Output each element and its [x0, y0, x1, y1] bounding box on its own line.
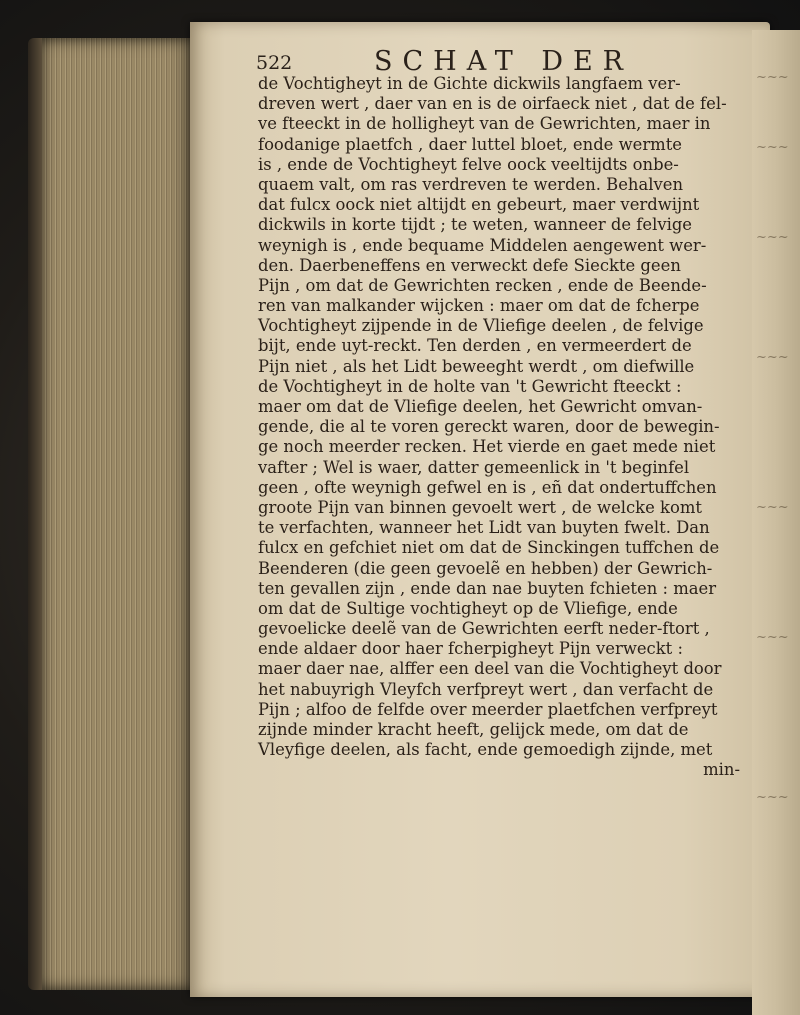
text-line: maer om dat de Vliefige deelen, het Gewricht omvan-	[258, 397, 703, 416]
text-line: om dat de Sultige vochtigheyt op de Vliefige, ende	[258, 598, 678, 618]
text-line: de Vochtigheyt in de Gichte dickwils langfaem ver-	[258, 74, 681, 93]
text-line: ve fteeckt in de holligheyt van de Gewrichten, maer in	[258, 114, 711, 134]
text-line: Beenderen (die geen gevoelẽ en hebben) der Gewrich-	[258, 558, 713, 578]
text-line: dickwils in korte tijdt ; te weten, wanneer de felvige	[258, 215, 693, 235]
text-line: den. Daerbeneffens en verweckt defe Sieckte geen	[258, 255, 681, 275]
bleed-through-text: ~~~	[756, 630, 789, 645]
text-line: ten gevallen zijn , ende dan nae buyten fchieten : maer	[258, 578, 717, 598]
text-line: ge noch meerder recken. Het vierde en gaet mede niet	[258, 437, 716, 457]
text-line: het nabuyrigh Vleyfch verfpreyt wert , dan verfacht de	[258, 679, 714, 699]
text-line: groote Pijn van binnen gevoelt wert , de welcke komt	[258, 497, 702, 517]
text-line: quaem valt, om ras verdreven te werden. Behalven	[258, 174, 684, 194]
bleed-through-text: ~~~	[756, 500, 789, 515]
text-line: ende aldaer door haer fcherpigheyt Pijn verweckt :	[258, 639, 683, 659]
text-line: ren van malkander wijcken : maer om dat de fcherpe	[258, 296, 700, 316]
catchword: min-	[703, 760, 740, 780]
text-line: gende, die al te voren gereckt waren, door de bewegin-	[258, 417, 720, 437]
text-line: weynigh is , ende bequame Middelen aengewent wer-	[258, 235, 707, 255]
running-head: SCHAT DER	[374, 46, 634, 77]
bleed-through-text: ~~~	[756, 790, 789, 805]
text-line: fulcx en gefchiet niet om dat de Sinckingen tuffchen de	[258, 538, 720, 558]
text-line: vafter ; Wel is waer, datter gemeenlick in 't beginfel	[258, 457, 690, 477]
text-line: is , ende de Vochtigheyt felve oock veeltijdts onbe-	[258, 154, 679, 174]
bleed-through-text: ~~~	[756, 70, 789, 85]
page-number: 522	[256, 52, 293, 74]
text-line: de Vochtigheyt in de holte van 't Gewricht fteeckt :	[258, 376, 682, 396]
text-line: foodanige plaetfch , daer luttel bloet, ende wermte	[258, 134, 682, 154]
text-line: gevoelicke deelẽ van de Gewrichten eerft neder-ftort ,	[258, 619, 710, 639]
text-line: Pijn niet , als het Lidt beweeght werdt , om diefwille	[258, 356, 695, 376]
text-line: geen , ofte weynigh gefwel en is , eñ dat ondertuffchen	[258, 477, 717, 497]
text-line: Pijn , om dat de Gewrichten recken , ende de Beende-	[258, 275, 707, 295]
text-line: zijnde minder kracht heeft, gelijck mede, om dat de	[258, 720, 689, 739]
facing-page-edge	[752, 30, 800, 1015]
text-line: bijt, ende uyt-reckt. Ten derden , en vermeerdert de	[258, 336, 692, 356]
text-line: Vleyfige deelen, als facht, ende gemoedigh zijnde, met	[258, 740, 713, 760]
bleed-through-text: ~~~	[756, 350, 789, 365]
text-line: maer daer nae, alffer een deel van die Vochtigheyt door	[258, 659, 722, 679]
bleed-through-text: ~~~	[756, 230, 789, 245]
text-line: Pijn ; alfoo de felfde over meerder plaetfchen verfpreyt	[258, 699, 718, 719]
text-line: dat fulcx oock niet altijdt en gebeurt, maer verdwijnt	[258, 195, 700, 215]
text-line: te verfachten, wanneer het Lidt van buyten fwelt. Dan	[258, 518, 710, 538]
text-line: dreven wert , daer van en is de oirfaeck niet , dat de fel-	[258, 94, 727, 114]
text-line: Vochtigheyt zijpende in de Vliefige deelen , de felvige	[258, 316, 704, 336]
bleed-through-text: ~~~	[756, 140, 789, 155]
book-page-edges	[36, 38, 196, 990]
body-text	[258, 74, 754, 781]
